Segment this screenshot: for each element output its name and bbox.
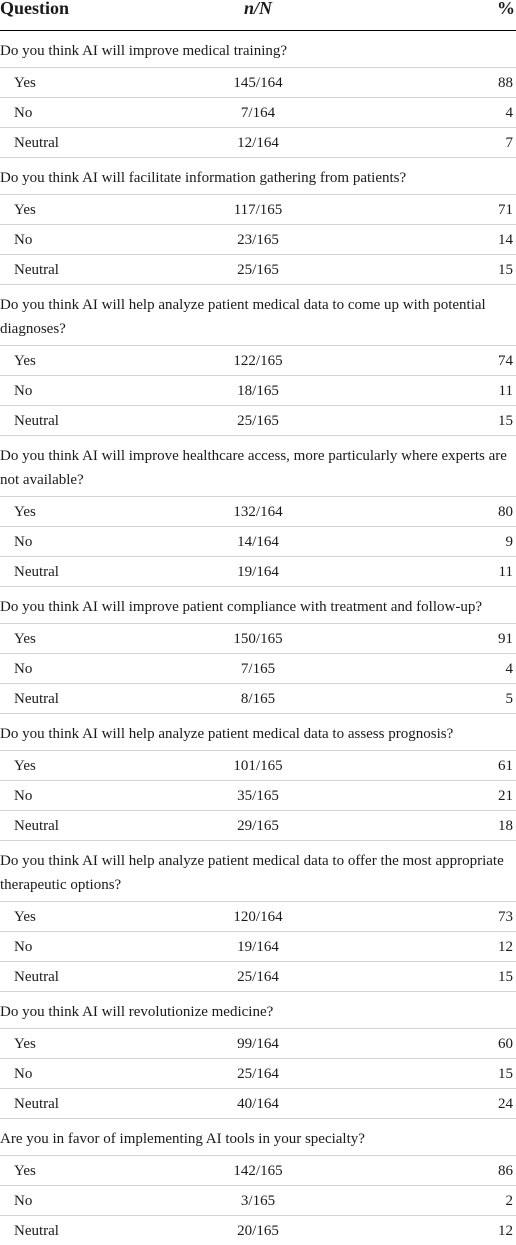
answer-percent: 15 [498, 969, 513, 985]
question-row: Are you in favor of implementing AI tools in your specialty? [0, 1119, 516, 1156]
answer-row [0, 1029, 516, 1059]
answer-count: 29/165 [237, 818, 279, 834]
answer-row [0, 195, 516, 225]
answer-count: 20/165 [237, 1223, 279, 1239]
answer-label: No [14, 105, 33, 121]
answer-percent: 15 [498, 262, 513, 278]
answer-row [0, 1156, 516, 1186]
answer-row [0, 1059, 516, 1089]
answer-count: 7/164 [240, 105, 276, 121]
answer-label: Neutral [14, 1096, 59, 1112]
table-header [0, 0, 516, 31]
answer-percent: 60 [498, 1036, 513, 1052]
answer-row [0, 932, 516, 962]
answer-row [0, 497, 516, 527]
answer-label: Yes [14, 202, 36, 218]
answer-count: 150/165 [233, 631, 283, 647]
answer-percent: 2 [505, 1193, 513, 1209]
answer-label: Yes [14, 1163, 36, 1179]
answer-count: 25/165 [237, 262, 279, 278]
answer-count: 35/165 [237, 788, 279, 804]
answer-label: No [14, 939, 33, 955]
answer-label: No [14, 1066, 33, 1082]
answer-label: Yes [14, 1036, 36, 1052]
answer-count: 122/165 [233, 353, 283, 369]
answer-count: 18/165 [237, 383, 279, 399]
answer-row [0, 1089, 516, 1119]
answer-count: 117/165 [233, 202, 283, 218]
answer-percent: 71 [498, 202, 513, 218]
answer-label: Neutral [14, 262, 59, 278]
answer-row [0, 255, 516, 285]
answer-count: 120/164 [233, 909, 283, 925]
answer-label: Yes [14, 353, 36, 369]
answer-row [0, 68, 516, 98]
answer-count: 99/164 [237, 1036, 279, 1052]
answer-row [0, 98, 516, 128]
answer-percent: 24 [498, 1096, 513, 1112]
answer-percent: 86 [498, 1163, 513, 1179]
answer-label: No [14, 383, 33, 399]
answer-percent: 12 [498, 939, 513, 955]
answer-percent: 7 [505, 135, 513, 151]
question-row: Do you think AI will facilitate information gathering from patients? [0, 158, 516, 195]
answer-label: Neutral [14, 969, 59, 985]
question-row: Do you think AI will improve healthcare access, more particularly where experts are not available? [0, 436, 516, 497]
answer-count: 145/164 [233, 75, 283, 91]
answer-percent: 61 [498, 758, 513, 774]
answer-count: 3/165 [240, 1193, 276, 1209]
answer-label: Neutral [14, 413, 59, 429]
answer-percent: 88 [498, 75, 513, 91]
answer-percent: 91 [498, 631, 513, 647]
answer-count: 25/164 [237, 1066, 279, 1082]
answer-count: 19/164 [237, 939, 279, 955]
answer-label: No [14, 661, 33, 677]
question-row: Do you think AI will help analyze patient medical data to assess prognosis? [0, 714, 516, 751]
question-row: Do you think AI will help analyze patient medical data to offer the most appropriate therapeutic options? [0, 841, 516, 902]
answer-count: 40/164 [237, 1096, 279, 1112]
answer-label: Yes [14, 909, 36, 925]
answer-percent: 4 [505, 661, 513, 677]
answer-label: Yes [14, 758, 36, 774]
answer-percent: 11 [498, 564, 513, 580]
answer-percent: 4 [505, 105, 513, 121]
answer-percent: 73 [498, 909, 513, 925]
answer-percent: 5 [505, 691, 513, 707]
question-row: Do you think AI will improve patient compliance with treatment and follow-up? [0, 587, 516, 624]
answer-count: 142/165 [233, 1163, 283, 1179]
answer-row [0, 624, 516, 654]
answer-row [0, 751, 516, 781]
answer-label: Neutral [14, 818, 59, 834]
answer-count: 25/165 [237, 413, 279, 429]
header-n-over-n: n/N [243, 0, 272, 18]
answer-count: 14/164 [237, 534, 279, 550]
answer-row [0, 406, 516, 436]
answer-label: Neutral [14, 135, 59, 151]
question-row: Do you think AI will help analyze patient medical data to come up with potential diagnoses? [0, 285, 516, 346]
answer-label: No [14, 1193, 33, 1209]
answer-row [0, 902, 516, 932]
answer-label: No [14, 232, 33, 248]
question-row: Do you think AI will revolutionize medicine? [0, 992, 516, 1029]
answer-count: 101/165 [233, 758, 283, 774]
question-row: Do you think AI will improve medical training? [0, 31, 516, 68]
answer-row [0, 376, 516, 406]
answer-row [0, 1216, 516, 1245]
answer-label: Yes [14, 631, 36, 647]
answer-percent: 80 [498, 504, 513, 520]
answer-row [0, 346, 516, 376]
answer-percent: 9 [505, 534, 513, 550]
answer-row [0, 684, 516, 714]
answer-count: 132/164 [233, 504, 283, 520]
answer-percent: 11 [498, 383, 513, 399]
answer-row [0, 225, 516, 255]
answer-percent: 12 [498, 1223, 513, 1239]
answer-row [0, 557, 516, 587]
answer-label: No [14, 534, 33, 550]
answer-count: 8/165 [240, 691, 276, 707]
answer-row [0, 781, 516, 811]
answer-percent: 21 [498, 788, 513, 804]
answer-row [0, 962, 516, 992]
answer-count: 7/165 [240, 661, 276, 677]
answer-row [0, 811, 516, 841]
answer-count: 23/165 [237, 232, 279, 248]
answer-row [0, 654, 516, 684]
answer-count: 25/164 [237, 969, 279, 985]
header-question: Question [0, 0, 70, 18]
answer-percent: 18 [498, 818, 513, 834]
answer-count: 12/164 [237, 135, 279, 151]
answer-label: Neutral [14, 691, 59, 707]
answer-label: Yes [14, 75, 36, 91]
table-body [0, 31, 516, 1245]
header-percent: % [497, 0, 515, 18]
answer-label: Yes [14, 504, 36, 520]
answer-row [0, 1186, 516, 1216]
answer-percent: 74 [498, 353, 513, 369]
answer-row [0, 128, 516, 158]
answer-row [0, 527, 516, 557]
answer-percent: 14 [498, 232, 513, 248]
answer-percent: 15 [498, 413, 513, 429]
answer-label: No [14, 788, 33, 804]
answer-percent: 15 [498, 1066, 513, 1082]
answer-label: Neutral [14, 1223, 59, 1239]
answer-count: 19/164 [237, 564, 279, 580]
answer-label: Neutral [14, 564, 59, 580]
